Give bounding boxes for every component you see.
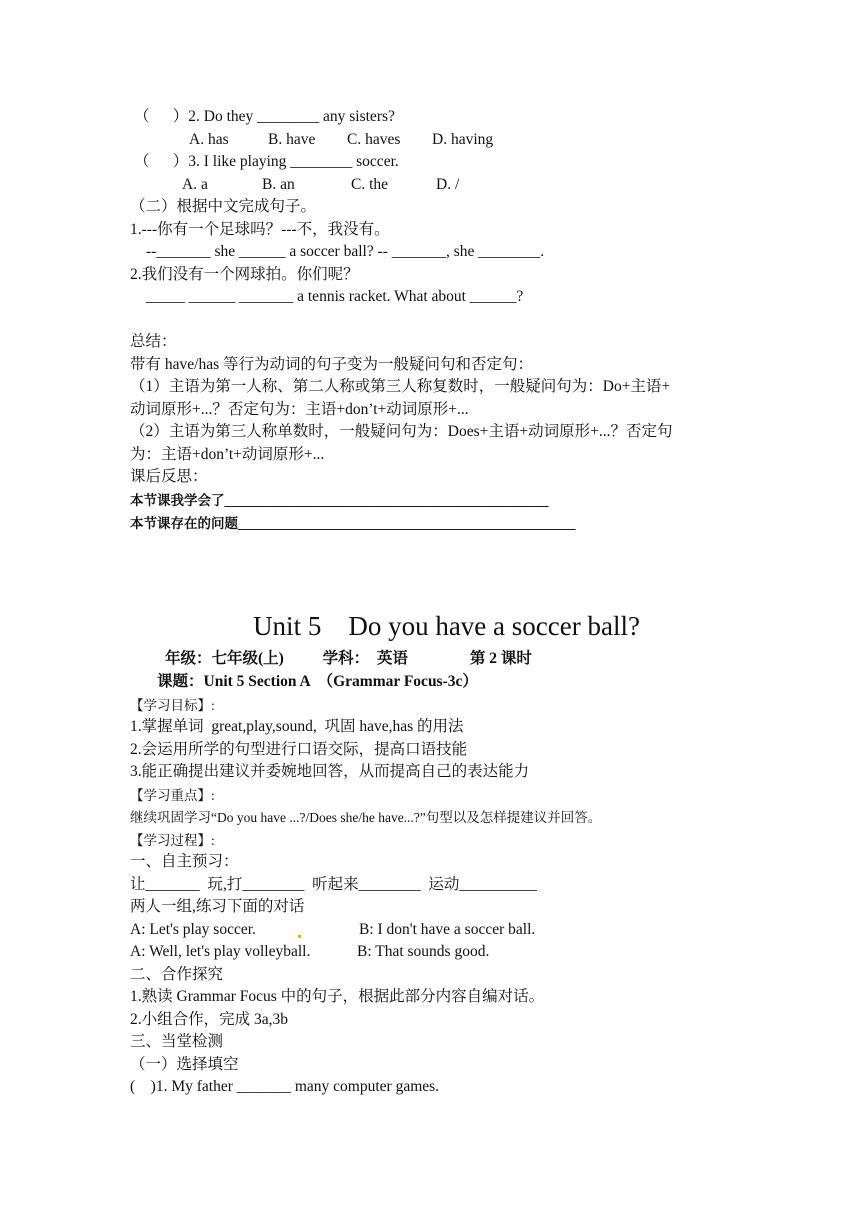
- process-label: 【学习过程】:: [130, 833, 215, 848]
- dialog-2-b: B: That sounds good.: [357, 943, 490, 960]
- coop-heading: 二、合作探究: [130, 966, 224, 983]
- translate-item-2-en: _____ ______ _______ a tennis racket. What about ______?: [146, 288, 524, 305]
- summary-heading: 总结：: [130, 333, 177, 350]
- translate-item-1-en: --_______ she ______ a soccer ball? -- _______, she ________.: [146, 243, 545, 260]
- lesson-title: Unit 5 Do you have a soccer ball?: [253, 611, 640, 641]
- q2-option-c: C. haves: [347, 131, 401, 148]
- goal-3: 3.能正确提出建议并委婉地回答，从而提高自己的表达能力: [130, 763, 530, 780]
- translate-item-2-cn: 2.我们没有一个网球拍。你们呢？: [130, 266, 359, 283]
- dialog-2-a: A: Well, let's play volleyball.: [130, 943, 311, 960]
- dialog-1-a: A: Let's play soccer.: [130, 921, 256, 938]
- question-3: （ ）3. I like playing ________ soccer.: [134, 153, 399, 170]
- goals-label: 【学习目标】:: [130, 698, 215, 713]
- reflection-learned: 本节课我学会了________________________________________________: [130, 493, 549, 508]
- dialog-1-b: B: I don't have a soccer ball.: [359, 921, 536, 938]
- vocab-line: 让_______ 玩,打________ 听起来________ 运动__________: [130, 876, 537, 893]
- lesson-meta: 年级：七年级(上) 学科： 英语 第 2 课时: [165, 650, 532, 667]
- question-1: ( )1. My father _______ many computer games.: [130, 1078, 440, 1095]
- highlight-mark: [298, 935, 301, 938]
- test-heading: 三、当堂检测: [130, 1033, 224, 1050]
- q2-option-b: B. have: [268, 131, 316, 148]
- q2-option-d: D. having: [432, 131, 494, 148]
- q3-option-d: D. /: [436, 176, 460, 193]
- q3-option-c: C. the: [351, 176, 389, 193]
- q3-option-a: A. a: [182, 176, 208, 193]
- summary-line-1: 带有 have/has 等行为动词的句子变为一般疑问句和否定句：: [130, 356, 533, 373]
- focus-label: 【学习重点】:: [130, 788, 215, 803]
- summary-line-3: 动词原形+...？否定句为：主语+don’t+动词原形+...: [130, 401, 469, 418]
- reflection-problems: 本节课存在的问题__________________________________________________: [130, 516, 576, 531]
- lesson-topic: 课题：Unit 5 Section A （Grammar Focus-3c）: [157, 673, 478, 690]
- q3-option-b: B. an: [262, 176, 295, 193]
- summary-line-2: （1）主语为第一人称、第二人称或第三人称复数时，一般疑问句为：Do+主语+: [130, 378, 671, 395]
- question-2: （ ）2. Do they ________ any sisters?: [134, 108, 395, 125]
- coop-item-1: 1.熟读 Grammar Focus 中的句子，根据此部分内容自编对话。: [130, 988, 545, 1005]
- choose-heading: （一）选择填空: [130, 1056, 239, 1073]
- translate-item-1-cn: 1.---你有一个足球吗？---不，我没有。: [130, 221, 390, 238]
- preview-heading: 一、自主预习：: [130, 853, 239, 870]
- focus-text: 继续巩固学习“Do you have ...?/Does she/he have...?”句型以及怎样提建议并回答。: [130, 810, 602, 825]
- goal-1: 1.掌握单词 great,play,sound, 巩固 have,has 的用法: [130, 718, 464, 735]
- summary-line-4: （2）主语为第三人称单数时，一般疑问句为：Does+主语+动词原形+...？否定句: [130, 423, 673, 440]
- coop-item-2: 2.小组合作，完成 3a,3b: [130, 1011, 289, 1028]
- q2-option-a: A. has: [189, 131, 229, 148]
- reflection-heading: 课后反思：: [130, 468, 208, 485]
- summary-line-5: 为：主语+don’t+动词原形+...: [130, 446, 325, 463]
- pair-practice: 两人一组,练习下面的对话: [130, 898, 305, 915]
- goal-2: 2.会运用所学的句型进行口语交际，提高口语技能: [130, 741, 468, 758]
- translate-heading: （二）根据中文完成句子。: [130, 198, 317, 215]
